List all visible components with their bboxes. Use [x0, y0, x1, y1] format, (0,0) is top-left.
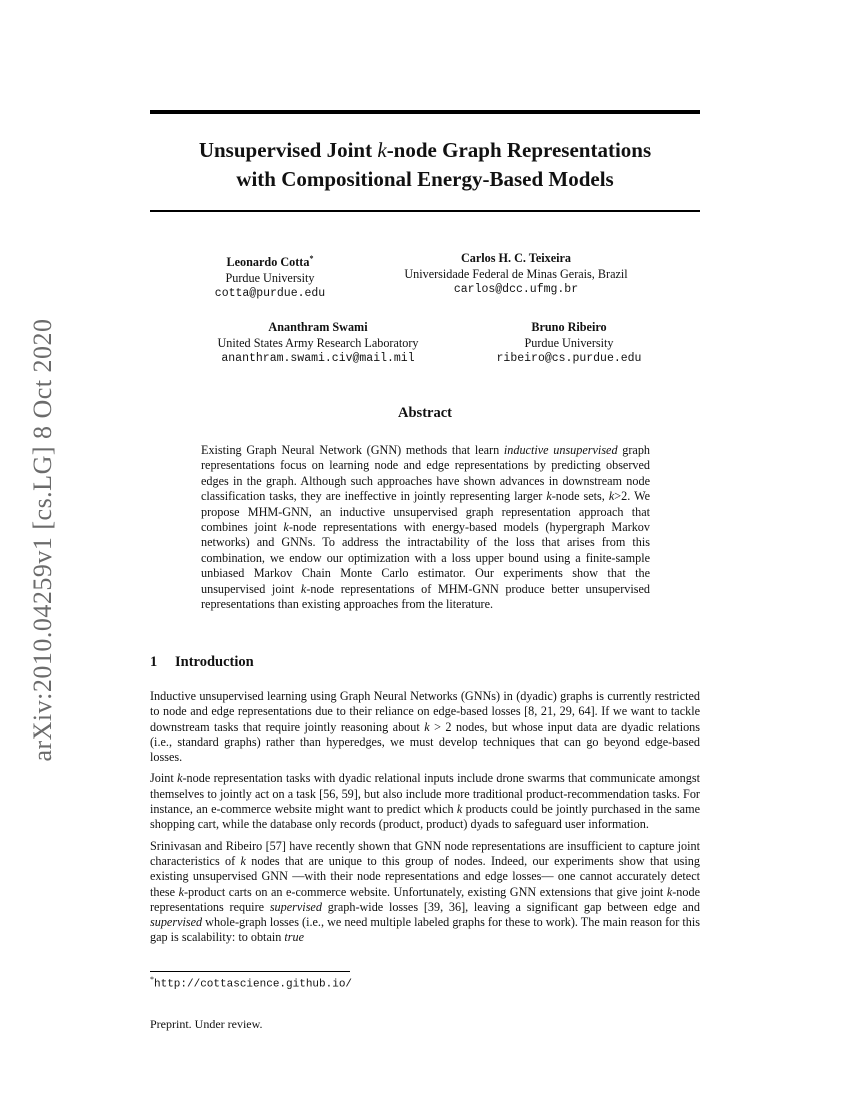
- title-line-1-end: -node Graph Representations: [386, 138, 652, 162]
- author-name: Bruno Ribeiro: [531, 320, 607, 334]
- title-line-1-start: Unsupervised Joint: [198, 138, 378, 162]
- author-name: Ananthram Swami: [268, 320, 368, 334]
- arxiv-side-identifier: arXiv:2010.04259v1 [cs.LG] 8 Oct 2020: [28, 318, 57, 762]
- author-affiliation: Universidade Federal de Minas Gerais, Brazil: [404, 266, 628, 281]
- title-top-rule: [150, 110, 700, 114]
- footnote: [150, 975, 352, 991]
- title-variable-k: k: [377, 138, 387, 162]
- author-affiliation: United States Army Research Laboratory: [217, 335, 419, 350]
- intro-paragraph-3: Srinivasan and Ribeiro [57] have recently shown that GNN node representations are insufficient to capture joint characteristics of k nodes that are unique to this group of nodes. Indeed, our experiments show that using existing unsupervised GNN —with their node representations and edge losses— one cannot accurately detect these k-product carts on an e-commerce website. Unfortunately, existing GNN extensions that give joint k-node representations require supervised graph-wide losses [39, 36], leaving a significant gap between edge and supervised whole-graph losses (i.e., we need multiple labeled graphs for these to work). The main reason for this gap is scalability: to obtain true: [150, 838, 700, 945]
- footnote-rule: [150, 971, 350, 972]
- author-block-swami: [217, 320, 418, 367]
- intro-paragraph-2: Joint k-node representation tasks with dyadic relational inputs include drone swarms that communicate amongst themselves to jointly act on a task [56, 59], but also include more traditional product-recommendation tasks. For instance, an e-commerce website might want to predict which k products could be jointly purchased in the same shopping cart, while the database only records (product, product) dyads to safeguard user information.: [150, 771, 700, 832]
- preprint-note: Preprint. Under review.: [150, 1017, 263, 1031]
- abstract-text: Existing Graph Neural Network (GNN) methods that learn inductive unsupervised graph representations focus on learning node and edge representations by predicting observed edges in the graph. Although such approaches have shown advances in downstream node classification tasks, they are ineffective in jointly representing larger k-node sets, k>2. We propose MHM-GNN, an inductive unsupervised graph representation approach that combines joint k-node representations with energy-based models (hypergraph Markov networks) and GNNs. To address the intractability of the loss that arises from this combination, we endow our optimization with a loss upper bound using a finite-sample unbiased Markov Chain Monte Carlo estimator. Our experiments show that the unsupervised joint k-node representations of MHM-GNN produce better unsupervised representations than existing approaches from the literature.: [201, 443, 651, 612]
- introduction-body: [150, 689, 700, 952]
- author-affiliation: Purdue University: [225, 270, 315, 285]
- section-title: Introduction: [175, 654, 254, 670]
- footnote-mark: *: [150, 975, 154, 984]
- title-bottom-rule: [150, 210, 700, 212]
- author-name: Leonardo Cotta*: [226, 254, 314, 270]
- author-email[interactable]: ribeiro@cs.purdue.edu: [496, 352, 642, 365]
- section-number: 1: [150, 654, 158, 670]
- author-affiliation: Purdue University: [524, 335, 614, 350]
- author-email[interactable]: cotta@purdue.edu: [214, 287, 326, 301]
- author-email[interactable]: carlos@dcc.ufmg.br: [453, 283, 579, 296]
- footnote-url-link[interactable]: http://cottascience.github.io/: [154, 978, 353, 991]
- author-block-teixeira: [404, 251, 627, 298]
- intro-paragraph-1: Inductive unsupervised learning using Graph Neural Networks (GNNs) in (dyadic) graphs is currently restricted to node and edge representations due to their reliance on edge-based losses [8, 21, 29, 64]. If we want to tackle downstream tasks that require jointly reasoning about k > 2 nodes, but whose input data are dyadic relations (i.e., standard graphs) rather than hyperedges, we must develop techniques that can go beyond edge-based losses.: [150, 689, 701, 765]
- author-block-cotta: [215, 251, 325, 302]
- section-heading-introduction: [150, 654, 254, 671]
- abstract-heading: Abstract: [398, 405, 452, 421]
- author-block-ribeiro: [497, 320, 642, 367]
- title-line-1: [150, 136, 700, 165]
- author-email[interactable]: ananthram.swami.civ@mail.mil: [221, 352, 415, 365]
- abstract-emphasis: inductive unsupervised: [503, 443, 618, 457]
- title-line-2: with Compositional Energy-Based Models: [236, 167, 614, 191]
- paper-title: [150, 136, 700, 194]
- author-footnote-mark: *: [309, 254, 314, 263]
- author-name: Carlos H. C. Teixeira: [460, 251, 572, 265]
